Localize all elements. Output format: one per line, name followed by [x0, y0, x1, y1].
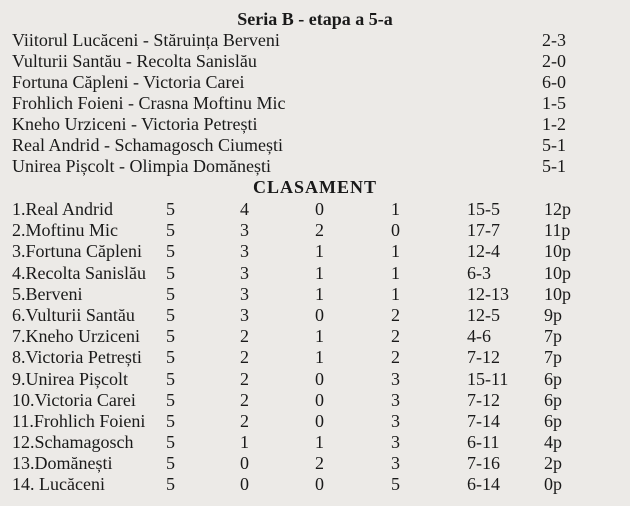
goal-difference: 7-12: [467, 389, 500, 410]
points: 7p: [544, 347, 562, 368]
team-name: 9.Unirea Pișcolt: [12, 368, 128, 389]
games-drawn: 0: [315, 304, 324, 325]
games-played: 5: [166, 241, 175, 262]
games-won: 2: [240, 368, 249, 389]
standings-row: [12, 474, 616, 495]
games-drawn: 1: [315, 241, 324, 262]
games-drawn: 2: [315, 220, 324, 241]
standings-row: [12, 369, 616, 390]
games-drawn: 1: [315, 283, 324, 304]
games-played: 5: [166, 453, 175, 474]
games-won: 3: [240, 241, 249, 262]
match-score: 5-1: [542, 156, 566, 176]
results-list: [12, 30, 616, 177]
match-score: 2-0: [542, 51, 566, 71]
games-drawn: 1: [315, 432, 324, 453]
team-name: 7.Kneho Urziceni: [12, 326, 140, 347]
games-played: 5: [166, 262, 175, 283]
goal-difference: 15-5: [467, 199, 500, 219]
result-row: [12, 93, 616, 114]
games-drawn: 0: [315, 474, 324, 495]
games-won: 3: [240, 304, 249, 325]
games-played: 5: [166, 304, 175, 325]
match-teams: Viitorul Lucăceni - Stăruința Berveni: [12, 30, 280, 50]
games-played: 5: [166, 432, 175, 453]
standings-table: [12, 199, 616, 496]
points: 2p: [544, 453, 562, 474]
games-won: 3: [240, 283, 249, 304]
games-lost: 0: [391, 220, 400, 241]
goal-difference: 12-13: [467, 283, 509, 304]
result-row: [12, 72, 616, 93]
games-drawn: 0: [315, 389, 324, 410]
points: 0p: [544, 474, 562, 495]
goal-difference: 6-3: [467, 262, 491, 283]
points: 7p: [544, 326, 562, 347]
goal-difference: 6-11: [467, 432, 500, 453]
goal-difference: 15-11: [467, 368, 509, 389]
games-lost: 2: [391, 347, 400, 368]
goal-difference: 12-5: [467, 304, 500, 325]
standings-row: [12, 241, 616, 262]
match-score: 1-2: [542, 114, 566, 134]
games-lost: 3: [391, 453, 400, 474]
games-drawn: 0: [315, 199, 324, 219]
games-played: 5: [166, 389, 175, 410]
games-drawn: 1: [315, 262, 324, 283]
points: 6p: [544, 368, 562, 389]
standings-row: [12, 326, 616, 347]
games-drawn: 1: [315, 326, 324, 347]
standings-row: [12, 263, 616, 284]
games-lost: 1: [391, 199, 400, 219]
team-name: 3.Fortuna Căpleni: [12, 241, 142, 262]
standings-row: [12, 411, 616, 432]
match-teams: Kneho Urziceni - Victoria Petrești: [12, 114, 258, 134]
result-row: [12, 51, 616, 72]
standings-row: [12, 199, 616, 220]
team-name: 8.Victoria Petrești: [12, 347, 142, 368]
team-name: 12.Schamagosch: [12, 432, 134, 453]
result-row: [12, 30, 616, 51]
standings-row: [12, 432, 616, 453]
standings-row: [12, 390, 616, 411]
games-lost: 1: [391, 262, 400, 283]
standings-row: [12, 284, 616, 305]
standings-row: [12, 305, 616, 326]
standings-title: CLASAMENT: [252, 177, 377, 197]
match-score: 2-3: [542, 30, 566, 50]
games-lost: 5: [391, 474, 400, 495]
goal-difference: 7-16: [467, 453, 500, 474]
points: 12p: [544, 199, 571, 219]
points: 11p: [544, 220, 571, 241]
games-lost: 2: [391, 326, 400, 347]
games-played: 5: [166, 474, 175, 495]
games-lost: 3: [391, 410, 400, 431]
standings-row: [12, 347, 616, 368]
games-drawn: 0: [315, 368, 324, 389]
series-title: Seria B - etapa a 5-a: [237, 9, 393, 29]
team-name: 14. Lucăceni: [12, 474, 105, 495]
games-lost: 3: [391, 368, 400, 389]
games-lost: 3: [391, 432, 400, 453]
team-name: 1.Real Andrid: [12, 199, 113, 219]
result-row: [12, 114, 616, 135]
points: 4p: [544, 432, 562, 453]
goal-difference: 12-4: [467, 241, 500, 262]
team-name: 10.Victoria Carei: [12, 389, 136, 410]
games-drawn: 2: [315, 453, 324, 474]
games-won: 0: [240, 453, 249, 474]
games-drawn: 0: [315, 410, 324, 431]
games-played: 5: [166, 326, 175, 347]
team-name: 6.Vulturii Santău: [12, 304, 135, 325]
goal-difference: 6-14: [467, 474, 500, 495]
team-name: 2.Moftinu Mic: [12, 220, 118, 241]
games-lost: 1: [391, 241, 400, 262]
games-played: 5: [166, 283, 175, 304]
games-won: 2: [240, 410, 249, 431]
match-teams: Frohlich Foieni - Crasna Moftinu Mic: [12, 93, 286, 113]
games-played: 5: [166, 199, 175, 219]
standings-row: [12, 453, 616, 474]
games-won: 0: [240, 474, 249, 495]
goal-difference: 4-6: [467, 326, 491, 347]
goal-difference: 7-14: [467, 410, 500, 431]
points: 10p: [544, 283, 571, 304]
result-row: [12, 156, 616, 177]
games-lost: 3: [391, 389, 400, 410]
points: 10p: [544, 262, 571, 283]
points: 10p: [544, 241, 571, 262]
games-won: 1: [240, 432, 249, 453]
match-teams: Unirea Pișcolt - Olimpia Domănești: [12, 156, 271, 176]
games-played: 5: [166, 347, 175, 368]
points: 6p: [544, 389, 562, 410]
team-name: 5.Berveni: [12, 283, 83, 304]
points: 6p: [544, 410, 562, 431]
match-teams: Fortuna Căpleni - Victoria Carei: [12, 72, 245, 92]
games-played: 5: [166, 220, 175, 241]
games-played: 5: [166, 410, 175, 431]
goal-difference: 7-12: [467, 347, 500, 368]
games-won: 4: [240, 199, 249, 219]
match-teams: Real Andrid - Schamagosch Ciumești: [12, 135, 283, 155]
team-name: 13.Domănești: [12, 453, 113, 474]
match-score: 1-5: [542, 93, 566, 113]
games-drawn: 1: [315, 347, 324, 368]
match-teams: Vulturii Santău - Recolta Sanislău: [12, 51, 257, 71]
games-lost: 1: [391, 283, 400, 304]
team-name: 11.Frohlich Foieni: [12, 410, 146, 431]
games-won: 3: [240, 262, 249, 283]
match-score: 6-0: [542, 72, 566, 92]
goal-difference: 17-7: [467, 220, 500, 241]
match-score: 5-1: [542, 135, 566, 155]
games-lost: 2: [391, 304, 400, 325]
points: 9p: [544, 304, 562, 325]
games-won: 3: [240, 220, 249, 241]
games-played: 5: [166, 368, 175, 389]
games-won: 2: [240, 326, 249, 347]
result-row: [12, 135, 616, 156]
standings-row: [12, 220, 616, 241]
team-name: 4.Recolta Sanislău: [12, 262, 146, 283]
games-won: 2: [240, 389, 249, 410]
games-won: 2: [240, 347, 249, 368]
